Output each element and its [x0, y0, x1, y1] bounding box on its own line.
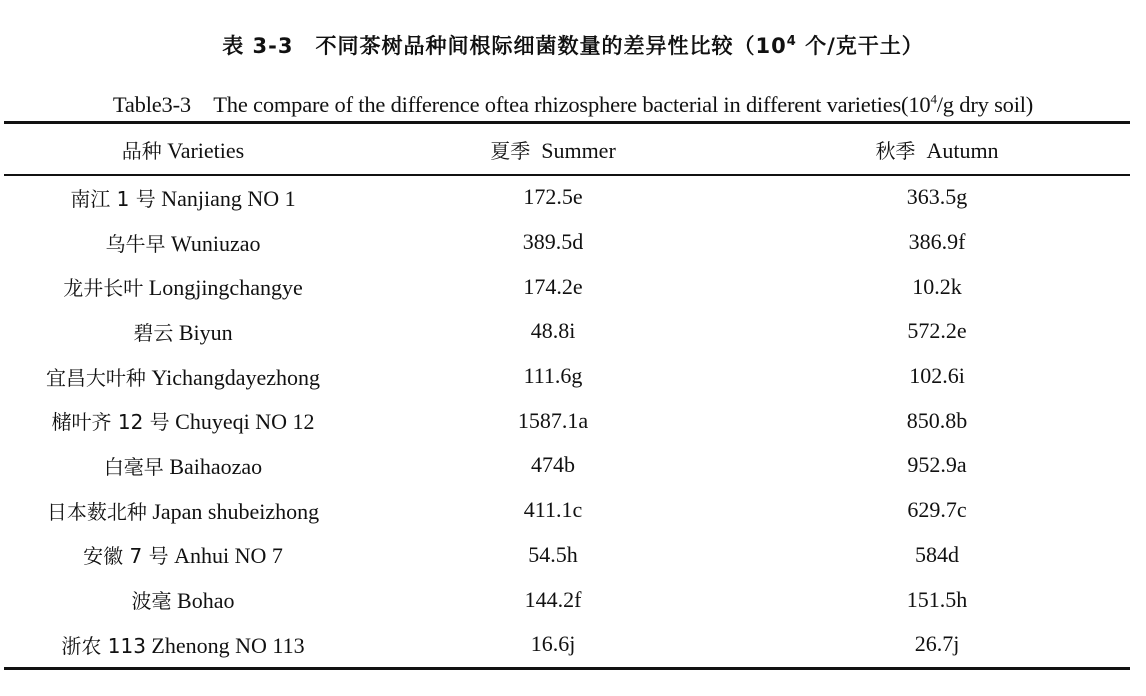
- variety-name-cn: 龙井长叶: [63, 276, 144, 301]
- summer-value: 474b: [531, 452, 575, 478]
- summer-value: 411.1c: [523, 497, 583, 523]
- caption-cn-exponent: 4: [786, 34, 797, 49]
- variety-cell: [4, 533, 362, 578]
- table-row: [4, 354, 1130, 399]
- header-summer: [362, 124, 744, 175]
- table-row: [4, 175, 1130, 220]
- summer-value: 16.6j: [530, 631, 576, 657]
- variety-cell: [4, 577, 362, 622]
- summer-value: 111.6g: [523, 363, 583, 389]
- header-autumn-en: Autumn: [926, 138, 999, 163]
- variety-cell: [4, 220, 362, 265]
- table-row: [4, 309, 1130, 354]
- variety-name-en: Nanjiang NO 1: [161, 185, 296, 211]
- autumn-value: 102.6i: [909, 363, 965, 389]
- table-caption-english: [0, 87, 1146, 119]
- caption-en-text: Table3-3 The compare of the difference oftea rhizosphere bacterial in different varieties(10: [112, 92, 931, 117]
- variety-name-cn: 槠叶齐 12 号: [51, 410, 170, 435]
- table-header-row: [4, 124, 1130, 175]
- variety-name-en: Chuyeqi NO 12: [175, 409, 315, 435]
- caption-cn-unit: 个/克干土）: [796, 34, 924, 58]
- autumn-value: 10.2k: [912, 273, 962, 299]
- variety-cell: [4, 354, 362, 399]
- variety-name-cn: 白毫早: [103, 454, 164, 479]
- variety-cell: [4, 443, 362, 488]
- variety-name-en: Baihaozao: [169, 453, 263, 479]
- table-row: [4, 220, 1130, 265]
- variety-name-cn: 日本薮北种: [46, 499, 147, 524]
- variety-name-en: Longjingchangye: [148, 275, 303, 301]
- table-row: [4, 622, 1130, 667]
- variety-name-cn: 安徽 7 号: [83, 544, 169, 569]
- variety-name-en: Yichangdayezhong: [151, 364, 321, 390]
- header-summer-en: Summer: [541, 138, 616, 163]
- variety-cell: [4, 264, 362, 309]
- summer-value: 144.2f: [524, 586, 582, 612]
- variety-cell: [4, 622, 362, 667]
- variety-name-cn: 乌牛早: [105, 231, 166, 256]
- table-row: [4, 443, 1130, 488]
- variety-cell: [4, 488, 362, 533]
- table-row: [4, 488, 1130, 533]
- table-row: [4, 398, 1130, 443]
- variety-cell: [4, 175, 362, 220]
- autumn-value: 584d: [915, 541, 959, 567]
- table-row: [4, 577, 1130, 622]
- autumn-value: 572.2e: [907, 318, 967, 344]
- header-varieties-cn: 品种: [121, 139, 162, 163]
- caption-cn-text: 表 3-3 不同茶树品种间根际细菌数量的差异性比较（10: [222, 34, 787, 58]
- summer-value: 389.5d: [522, 229, 584, 255]
- bacteria-count-table: [4, 124, 1130, 667]
- autumn-value: 363.5g: [906, 184, 968, 210]
- summer-value: 48.8i: [530, 318, 576, 344]
- variety-name-en: Zhenong NO 113: [151, 632, 305, 658]
- variety-name-en: Anhui NO 7: [174, 543, 283, 569]
- table-row: [4, 264, 1130, 309]
- header-autumn: [744, 124, 1130, 175]
- summer-value: 54.5h: [528, 541, 578, 567]
- variety-name-cn: 宜昌大叶种: [45, 365, 146, 390]
- autumn-value: 629.7c: [907, 497, 967, 523]
- variety-name-en: Biyun: [178, 319, 233, 345]
- header-varieties: [4, 124, 362, 175]
- autumn-value: 386.9f: [908, 229, 966, 255]
- variety-cell: [4, 309, 362, 354]
- header-summer-cn: 夏季: [490, 139, 531, 163]
- autumn-value: 151.5h: [906, 586, 968, 612]
- summer-value: 172.5e: [523, 184, 583, 210]
- caption-en-unit: /g dry soil): [936, 92, 1034, 117]
- header-varieties-en: Varieties: [167, 138, 245, 163]
- variety-name-en: Bohao: [177, 588, 235, 614]
- table-bottom-rule: [4, 667, 1130, 670]
- header-autumn-cn: 秋季: [875, 139, 916, 163]
- summer-value: 174.2e: [523, 273, 583, 299]
- variety-name-en: Japan shubeizhong: [152, 498, 320, 524]
- variety-name-cn: 南江 1 号: [70, 186, 156, 211]
- autumn-value: 26.7j: [914, 631, 960, 657]
- variety-name-cn: 碧云: [133, 320, 174, 345]
- summer-value: 1587.1a: [517, 407, 589, 433]
- table-row: [4, 533, 1130, 578]
- autumn-value: 952.9a: [907, 452, 967, 478]
- variety-name-cn: 浙农 113: [61, 633, 146, 658]
- variety-name-en: Wuniuzao: [170, 230, 261, 256]
- caption-en-exponent: 4: [930, 91, 937, 107]
- variety-name-cn: 波毫: [131, 589, 172, 614]
- table-caption-chinese: [0, 30, 1146, 60]
- variety-cell: [4, 398, 362, 443]
- autumn-value: 850.8b: [906, 407, 968, 433]
